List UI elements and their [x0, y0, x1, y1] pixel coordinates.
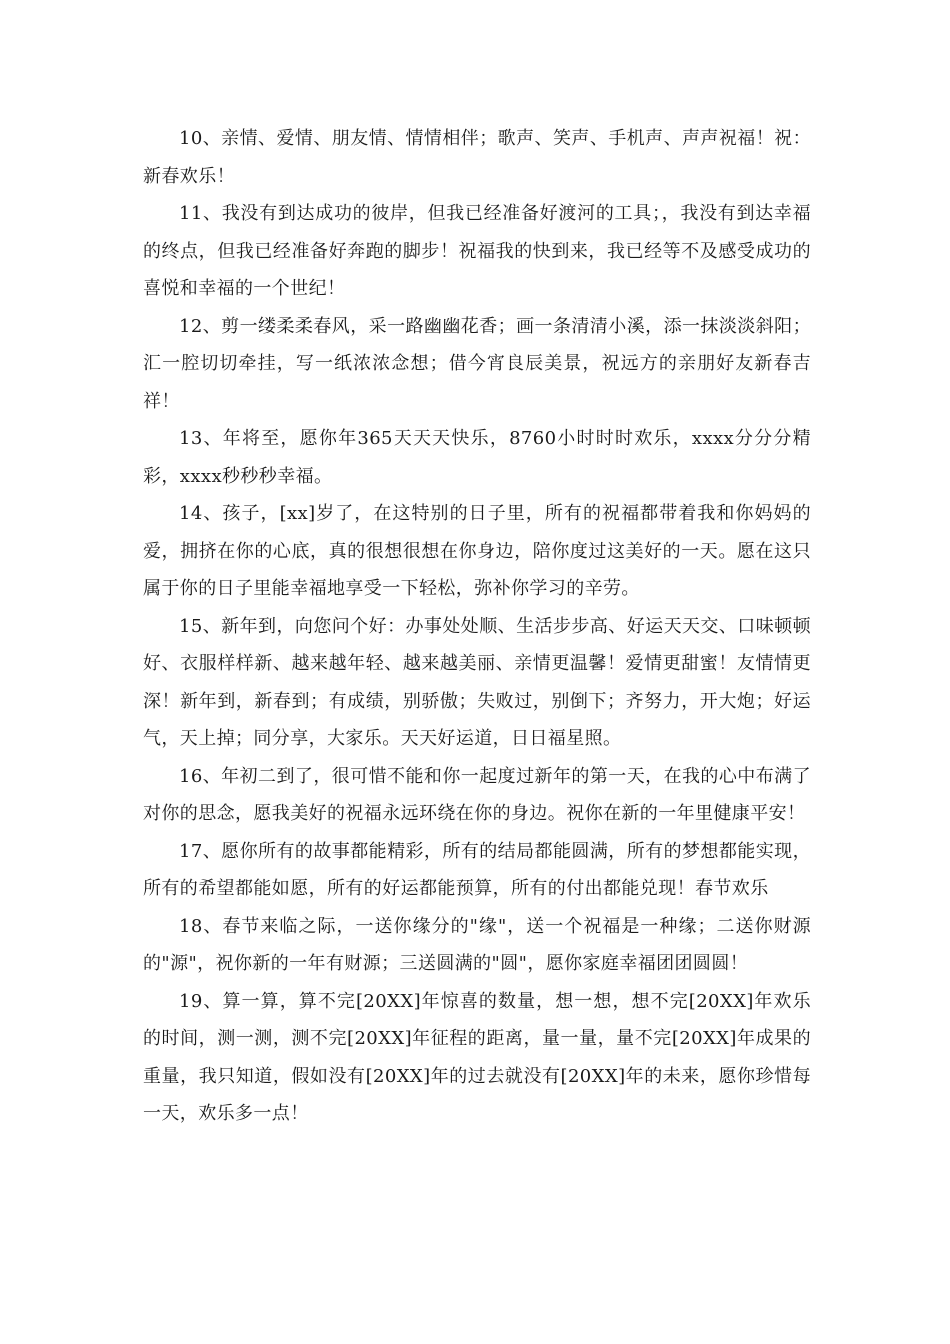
paragraph-16: 16、年初二到了，很可惜不能和你一起度过新年的第一天，在我的心中布满了对你的思念，愿我美好的祝福永远环绕在你的身边。祝你在新的一年里健康平安！ [143, 765, 811, 824]
paragraph-12: 12、剪一缕柔柔春风，采一路幽幽花香；画一条清清小溪，添一抹淡淡斜阳；汇一腔切切牵挂，写一纸浓浓念想；借今宵良辰美景，祝远方的亲朋好友新春吉祥！ [143, 315, 811, 412]
paragraph-14: 14、孩子，[xx]岁了，在这特别的日子里，所有的祝福都带着我和你妈妈的爱，拥挤在你的心底，真的很想很想在你身边，陪你度过这美好的一天。愿在这只属于你的日子里能幸福地享受一下轻松，弥补你学习的辛劳。 [143, 503, 811, 599]
document-body [143, 120, 811, 1133]
paragraph-13: 13、年将至，愿你年365天天天快乐，8760小时时时欢乐，xxxx分分分精彩，xxxx秒秒秒幸福。 [143, 428, 811, 487]
paragraph-11: 11、我没有到达成功的彼岸，但我已经准备好渡河的工具；，我没有到达幸福的终点，但我已经准备好奔跑的脚步！祝福我的快到来，我已经等不及感受成功的喜悦和幸福的一个世纪！ [143, 203, 811, 299]
paragraph-15: 15、新年到，向您问个好：办事处处顺、生活步步高、好运天天交、口味顿顿好、衣服样样新、越来越年轻、越来越美丽、亲情更温馨！爱情更甜蜜！友情情更深！新年到，新春到；有成绩，别骄傲；失败过，别倒下；齐努力，开大炮；好运气，天上掉；同分享，大家乐。天天好运道，日日福星照。 [143, 615, 811, 749]
paragraph-18: 18、春节来临之际，一送你缘分的"缘"，送一个祝福是一种缘；二送你财源的"源"，祝你新的一年有财源；三送圆满的"圆"，愿你家庭幸福团团圆圆！ [143, 915, 811, 974]
paragraph-17: 17、愿你所有的故事都能精彩，所有的结局都能圆满，所有的梦想都能实现，所有的希望都能如愿，所有的好运都能预算，所有的付出都能兑现！春节欢乐 [143, 840, 811, 899]
paragraph-10: 10、亲情、爱情、朋友情、情情相伴；歌声、笑声、手机声、声声祝福！祝：新春欢乐！ [143, 128, 811, 187]
paragraph-19: 19、算一算，算不完[20XX]年惊喜的数量，想一想，想不完[20XX]年欢乐的时间，测一测，测不完[20XX]年征程的距离，量一量，量不完[20XX]年成果的重量，我只知道，假如没有[20XX]年的过去就没有[20XX]年的未来，愿你珍惜每一天，欢乐多一点！ [143, 990, 811, 1124]
